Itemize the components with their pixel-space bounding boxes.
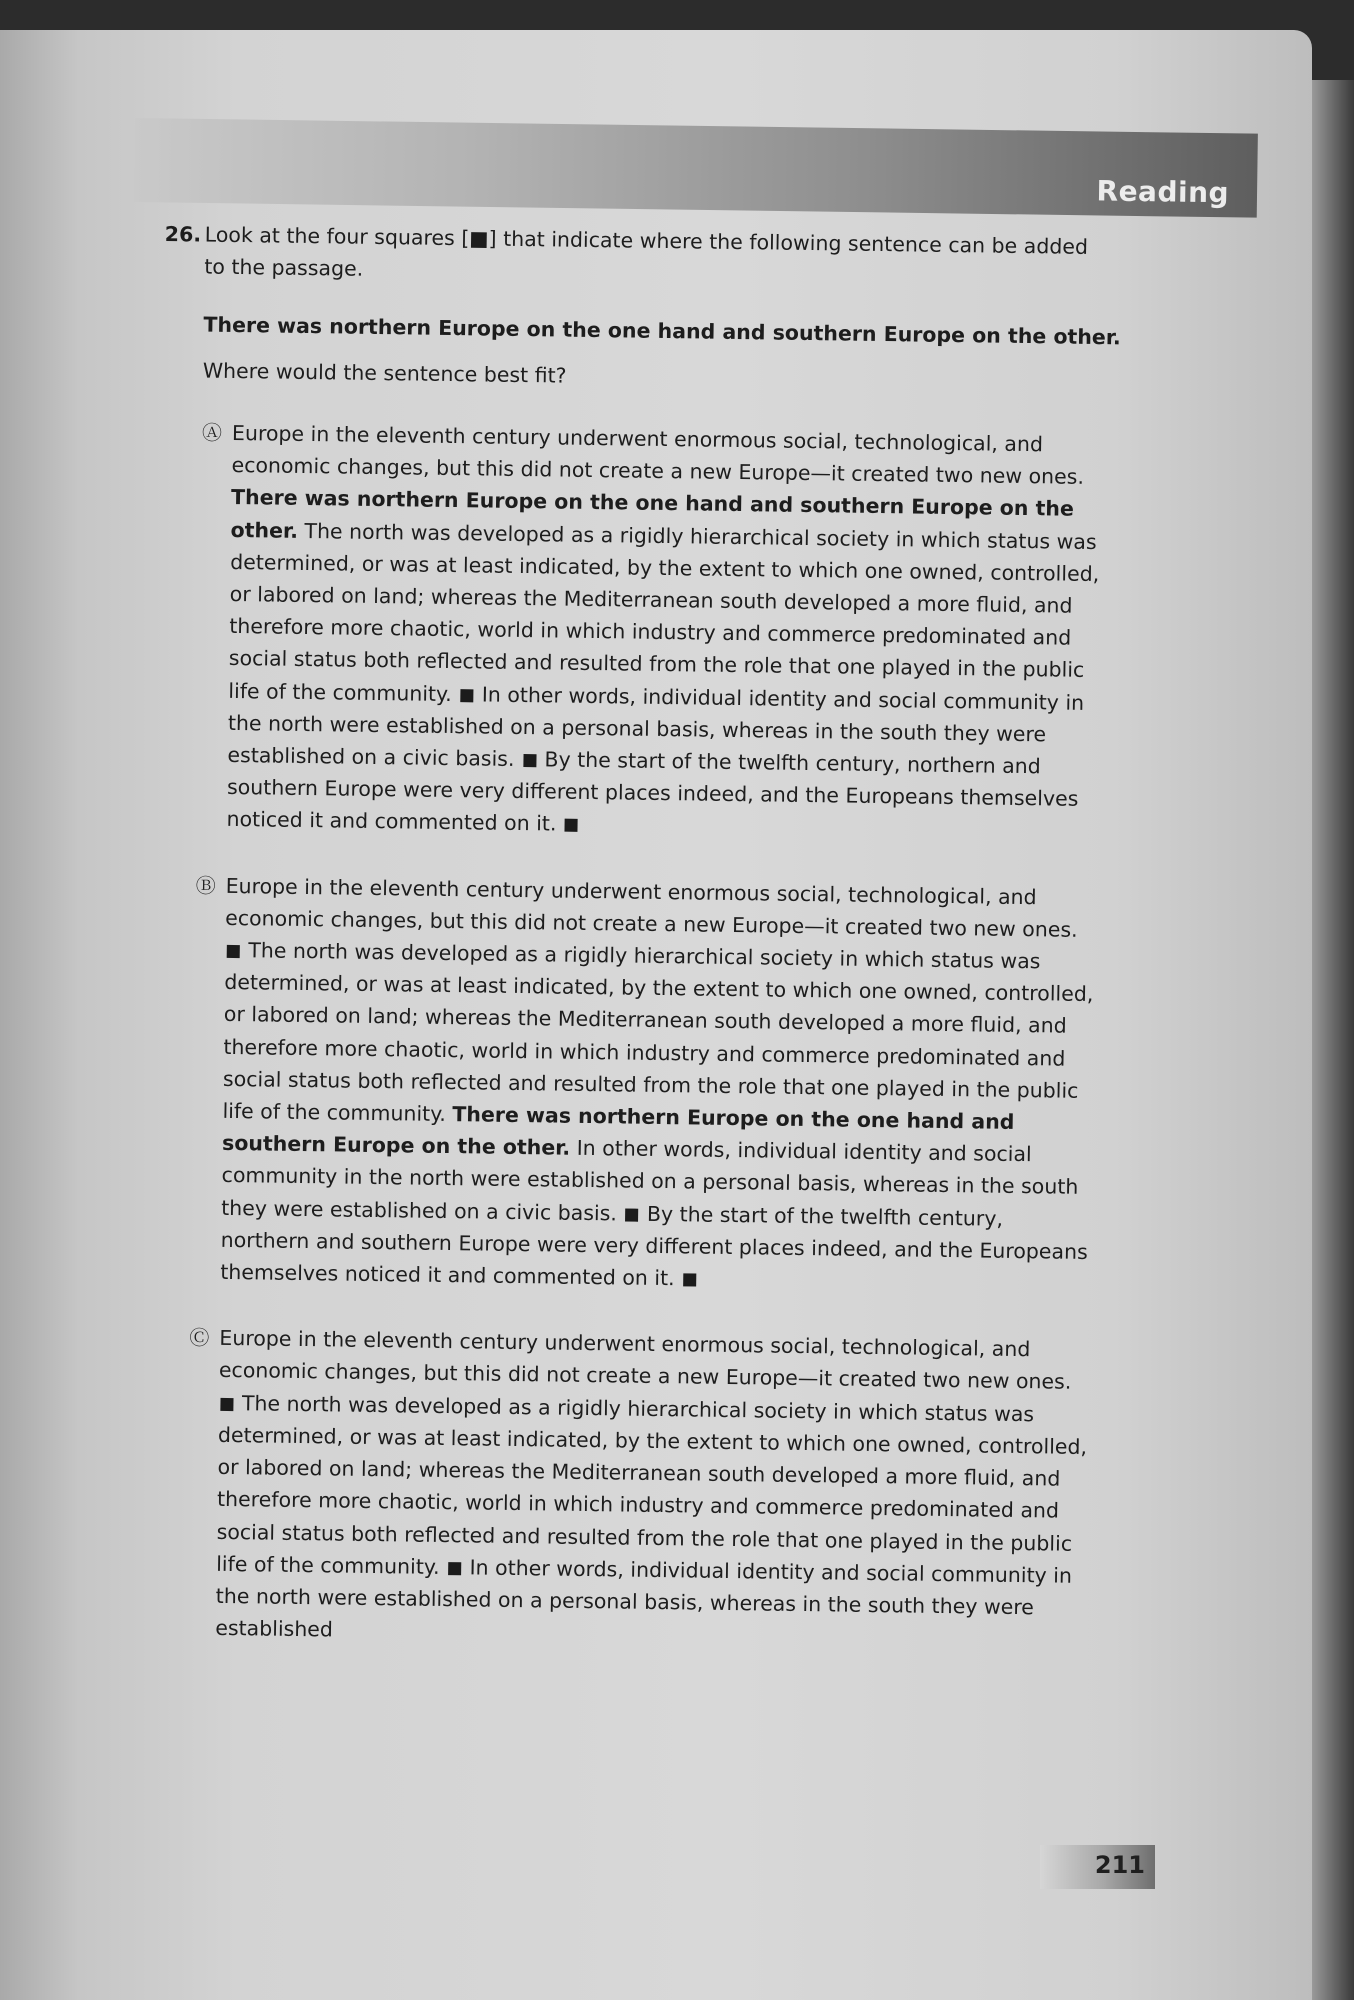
option-b-seg1: Europe in the eleventh century underwent enormous social, technological, and economic changes, but this did not create a new Europe—it created two new ones. xyxy=(225,873,1078,942)
question-text: Look at the four squares [■] that indicate where the following sentence can be added to the passage. xyxy=(204,222,1089,281)
answer-option-b[interactable] xyxy=(190,869,1146,1301)
page-number-tab xyxy=(1040,1845,1155,1889)
option-b-seg3: In other words, individual identity and social community in the north were established on a personal basis, whereas in the south they were established on a civic basis. xyxy=(221,1136,1079,1226)
insertion-square-icon xyxy=(460,689,473,702)
option-a-passage xyxy=(226,417,1102,848)
option-b-passage xyxy=(220,870,1096,1301)
insertion-square-icon xyxy=(227,945,240,958)
option-c-passage xyxy=(215,1322,1089,1656)
option-b-letter: Ⓑ xyxy=(195,873,216,898)
option-c-seg3: In other words, individual identity and social community in the north were established on a personal basis, whereas in the south they were established xyxy=(215,1554,1073,1642)
option-a-seg3: In other words, individual identity and social community in the north were established on a personal basis, whereas in the south they were established on a civic basis. xyxy=(227,682,1085,772)
option-a-letter: Ⓐ xyxy=(201,420,223,445)
option-b-seg2: The north was developed as a rigidly hierarchical society in which status was determined, or was at least indicated, by the extent to which one owned, controlled, or labored on land; whereas the Mediterranean south developed a more fluid, and therefore more chaotic, world in which industry and commerce predominated and social status both reflected and resulted from the role that one played in the public life of the community. xyxy=(222,938,1094,1127)
insert-sentence: There was northern Europe on the one hand and southern Europe on the other. xyxy=(203,312,1121,350)
insertion-square-icon xyxy=(220,1398,233,1411)
option-a-seg2: The north was developed as a rigidly hierarchical society in which status was determined, or was at least indicated, by the extent to which one owned, controlled, or labored on land; whereas the Mediterranean south developed a more fluid, and therefore more chaotic, world in which industry and commerce predominated and social status both reflected and resulted from the role that one played in the public life of the community. xyxy=(228,518,1100,706)
question-content xyxy=(145,218,1155,1657)
insertion-square-icon xyxy=(625,1208,638,1221)
insertion-square-icon xyxy=(683,1273,696,1286)
option-c-seg1: Europe in the eleventh century underwent enormous social, technological, and economic changes, but this did not create a new Europe—it created two new ones. xyxy=(218,1326,1072,1395)
question-prompt: Where would the sentence best fit? xyxy=(202,358,567,388)
page-number: 211 xyxy=(1094,1851,1145,1879)
section-title: Reading xyxy=(1096,174,1230,210)
option-a-seg1: Europe in the eleventh century underwent enormous social, technological, and economic changes, but this did not create a new Europe—it created two new ones. xyxy=(231,420,1085,490)
option-a-inserted-sentence: There was northern Europe on the one hand and southern Europe on the other. xyxy=(230,485,1075,543)
option-c-seg2: The north was developed as a rigidly hierarchical society in which status was determined, or was at least indicated, by the extent to which one owned, controlled, or labored on land; whereas the Mediterranean south developed a more fluid, and therefore more chaotic, world in which industry and commerce predominated and social status both reflected and resulted from the role that one played in the public life of the community. xyxy=(216,1390,1088,1579)
section-header-band xyxy=(134,118,1258,218)
insertion-square-icon xyxy=(565,819,578,832)
answer-option-c[interactable] xyxy=(185,1322,1139,1657)
question-number: 26. xyxy=(164,221,202,247)
option-a-seg4: By the start of the twelfth century, northern and southern Europe were very different places indeed, and the Europeans themselves noticed it and commented on it. xyxy=(226,747,1079,837)
option-b-seg4: By the start of the twelfth century, northern and southern Europe were very different places indeed, and the Europeans themselves noticed it and commented on it. xyxy=(220,1201,1088,1291)
page-edge xyxy=(1312,80,1354,2000)
option-b-inserted-sentence: There was northern Europe on the one hand and southern Europe on the other. xyxy=(221,1102,1015,1161)
insertion-square-icon xyxy=(448,1562,461,1575)
answer-option-a[interactable] xyxy=(196,417,1152,849)
insertion-square-icon xyxy=(523,754,536,767)
question-stem xyxy=(164,218,1155,296)
option-c-letter: Ⓒ xyxy=(189,1325,210,1351)
